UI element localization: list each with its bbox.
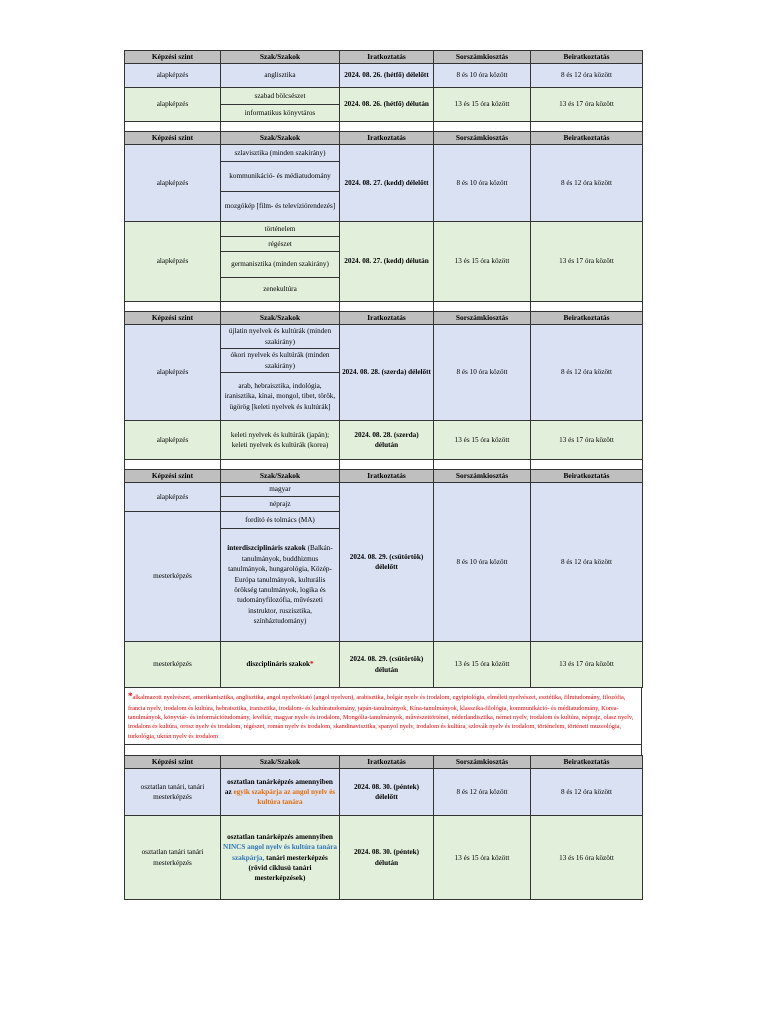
table-row — [125, 769, 643, 816]
footnote-star: * — [310, 660, 314, 669]
teacher-table — [124, 755, 643, 900]
header-numbering: Sorszámkiosztás — [434, 756, 531, 769]
header-level: Képzési szint — [125, 470, 221, 483]
header-row — [125, 312, 643, 325]
header-row — [125, 132, 643, 145]
level-cell: alapképzés — [125, 64, 221, 88]
schedule-table — [124, 50, 643, 688]
numbers-cell: 13 és 15 óra között — [434, 222, 531, 302]
header-level: Képzési szint — [125, 312, 221, 325]
major-cell: magyar — [221, 483, 340, 497]
numbers-cell: 8 és 10 óra között — [434, 325, 531, 421]
spacer-row — [125, 122, 643, 132]
enroll-cell: 8 és 12 óra között — [531, 769, 643, 816]
major-cell: szabad bölcsészet — [221, 88, 340, 105]
interdisciplinary-list: (Balkán-tanulmányok, buddhizmus tanulmányok, hungarológia, Közép-Európa tanulmányok, kulturális örökség tanulmányok, logika és tudományfilozófia, művészeti instruktor, ruszisztika, színháztudomány) — [228, 544, 333, 626]
header-enrollment: Beiratkoztatás — [531, 312, 643, 325]
enroll-cell: 13 és 16 óra között — [531, 816, 643, 900]
header-numbering: Sorszámkiosztás — [434, 470, 531, 483]
level-cell: alapképzés — [125, 483, 221, 512]
major-cell-interdisciplinary — [221, 529, 340, 642]
header-major: Szak/Szakok — [221, 470, 340, 483]
header-numbering: Sorszámkiosztás — [434, 312, 531, 325]
major-cell: kommunikáció- és médiatudomány — [221, 162, 340, 192]
numbers-cell: 13 és 15 óra között — [434, 816, 531, 900]
major-cell: zenekultúra — [221, 278, 340, 302]
header-registration: Iratkoztatás — [340, 51, 434, 64]
table-row — [125, 483, 643, 497]
date-cell: 2024. 08. 29. (csütörtök) délelőtt — [340, 483, 434, 642]
disciplinary-label: diszciplináris szakok — [246, 660, 311, 669]
date-cell: 2024. 08. 28. (szerda) délután — [340, 421, 434, 460]
header-registration: Iratkoztatás — [340, 312, 434, 325]
interdisciplinary-title: interdiszciplináris szakok — [227, 544, 306, 553]
major-cell: informatikus könyvtáros — [221, 105, 340, 122]
date-cell: 2024. 08. 26. (hétfő) délelőtt — [340, 64, 434, 88]
major-cell — [221, 769, 340, 816]
enroll-cell: 13 és 17 óra között — [531, 222, 643, 302]
header-row — [125, 51, 643, 64]
header-numbering: Sorszámkiosztás — [434, 132, 531, 145]
level-cell: alapképzés — [125, 222, 221, 302]
table-row — [125, 88, 643, 105]
numbers-cell: 13 és 15 óra között — [434, 88, 531, 122]
numbers-cell: 8 és 10 óra között — [434, 64, 531, 88]
numbers-cell: 13 és 15 óra között — [434, 642, 531, 688]
major-cell: anglisztika — [221, 64, 340, 88]
major-cell: keleti nyelvek és kultúrák (japán); keleti nyelvek és kultúrák (korea) — [221, 421, 340, 460]
header-registration: Iratkoztatás — [340, 132, 434, 145]
numbers-cell: 13 és 15 óra között — [434, 421, 531, 460]
major-cell: fordító és tolmács (MA) — [221, 512, 340, 529]
level-cell: alapképzés — [125, 421, 221, 460]
major-cell: újlatin nyelvek és kultúrák (minden szakirány) — [221, 325, 340, 349]
level-cell: mesterképzés — [125, 512, 221, 642]
header-row — [125, 470, 643, 483]
major-cell: régészet — [221, 237, 340, 252]
header-registration: Iratkoztatás — [340, 756, 434, 769]
header-enrollment: Beiratkoztatás — [531, 470, 643, 483]
enroll-cell: 13 és 17 óra között — [531, 421, 643, 460]
enroll-cell: 8 és 12 óra között — [531, 64, 643, 88]
header-level: Képzési szint — [125, 756, 221, 769]
table-row — [125, 222, 643, 237]
major-cell: ókori nyelvek és kultúrák (minden szakirány) — [221, 349, 340, 373]
level-cell: alapképzés — [125, 325, 221, 421]
major-text: osztatlan tanárképzés amennyiben — [227, 832, 333, 841]
table-row — [125, 816, 643, 900]
major-cell: mozgókép [film- és televíziórendezés] — [221, 192, 340, 222]
enroll-cell: 8 és 12 óra között — [531, 145, 643, 222]
header-registration: Iratkoztatás — [340, 470, 434, 483]
date-cell: 2024. 08. 29. (csütörtök) délután — [340, 642, 434, 688]
numbers-cell: 8 és 12 óra között — [434, 769, 531, 816]
table-row — [125, 64, 643, 88]
major-cell — [221, 816, 340, 900]
major-cell: néprajz — [221, 497, 340, 512]
header-enrollment: Beiratkoztatás — [531, 51, 643, 64]
date-cell: 2024. 08. 26. (hétfő) délután — [340, 88, 434, 122]
enroll-cell: 13 és 17 óra között — [531, 88, 643, 122]
header-level: Képzési szint — [125, 132, 221, 145]
footnote — [124, 688, 642, 745]
level-cell: osztatlan tanári, tanári mesterképzés — [125, 769, 221, 816]
enroll-cell: 13 és 17 óra között — [531, 642, 643, 688]
header-major: Szak/Szakok — [221, 51, 340, 64]
major-highlight: NINCS angol nyelv és kultúra tanára szakpárja, — [223, 843, 338, 862]
major-text-2: tanári mesterképzés (rövid ciklusú tanári mesterképzések) — [248, 853, 328, 883]
major-highlight: egyik szakpárja az angol nyelv és kultúra tanára — [233, 788, 336, 807]
enroll-cell: 8 és 12 óra között — [531, 325, 643, 421]
spacer-row — [125, 460, 643, 470]
header-enrollment: Beiratkoztatás — [531, 132, 643, 145]
spacer-box — [124, 745, 642, 755]
level-cell: osztatlan tanári tanári mesterképzés — [125, 816, 221, 900]
date-cell: 2024. 08. 30. (péntek) délután — [340, 816, 434, 900]
header-level: Képzési szint — [125, 51, 221, 64]
schedule-sheet — [124, 50, 642, 900]
date-cell: 2024. 08. 27. (kedd) délelőtt — [340, 145, 434, 222]
footnote-text: alkalmazott nyelvészet, amerikanisztika, anglisztika, angol nyelvoktató (angol nyelven), arabisztika, bolgár nyelv és irodalom, egyiptológia, elméleti nyelvészet, esztétika, filmtudomány, filozófia, francia nyelv, irodalom és kultúra, hebraisztika, iranisztika, irodalom- és kultúratudomány, japán-tanulmányok, Kína-tanulmányok, klasszika-filológia, kommunikáció- és médiatudomány, Korea-tanulmányok, könyvtár- és információtudomány, levéltár, magyar nyelv és irodalom, Mongólia-tanulmányok, művészettörténet, néderlandisztika, német nyelv, irodalom és kultúra, néprajz, olasz nyelv, irodalom és kultúra, orosz nyelv és irodalom, régészet, román nyelv és irodalom, skandinavisztika, spanyol nyelv, irodalom és kultúra, szlovák nyelv és irodalom, történelem, történeti muzeológia, turkológia, ukrán nyelv és irodalom — [128, 694, 634, 740]
major-text: osztatlan tanárképzés amennyiben az — [224, 777, 333, 797]
spacer-row — [125, 302, 643, 312]
header-numbering: Sorszámkiosztás — [434, 51, 531, 64]
major-cell: történelem — [221, 222, 340, 237]
major-cell: szlavisztika (minden szakirány) — [221, 145, 340, 162]
level-cell: alapképzés — [125, 88, 221, 122]
header-major: Szak/Szakok — [221, 756, 340, 769]
level-cell: alapképzés — [125, 145, 221, 222]
level-cell: mesterképzés — [125, 642, 221, 688]
footnote-marker: * — [128, 691, 133, 701]
major-cell: arab, hebraisztika, indológia, iranisztika, kínai, mongol, tibet, török, ügörög [keleti nyelvek és kultúrák] — [221, 373, 340, 421]
enroll-cell: 8 és 12 óra között — [531, 483, 643, 642]
major-cell: germanisztika (minden szakirány) — [221, 252, 340, 278]
numbers-cell: 8 és 10 óra között — [434, 145, 531, 222]
header-major: Szak/Szakok — [221, 312, 340, 325]
table-row — [125, 421, 643, 460]
header-major: Szak/Szakok — [221, 132, 340, 145]
header-enrollment: Beiratkoztatás — [531, 756, 643, 769]
date-cell: 2024. 08. 27. (kedd) délután — [340, 222, 434, 302]
table-row — [125, 145, 643, 162]
table-row — [125, 325, 643, 349]
date-cell: 2024. 08. 28. (szerda) délelőtt — [340, 325, 434, 421]
header-row — [125, 756, 643, 769]
date-cell: 2024. 08. 30. (péntek) délelőtt — [340, 769, 434, 816]
table-row — [125, 642, 643, 688]
numbers-cell: 8 és 10 óra között — [434, 483, 531, 642]
major-cell — [221, 642, 340, 688]
